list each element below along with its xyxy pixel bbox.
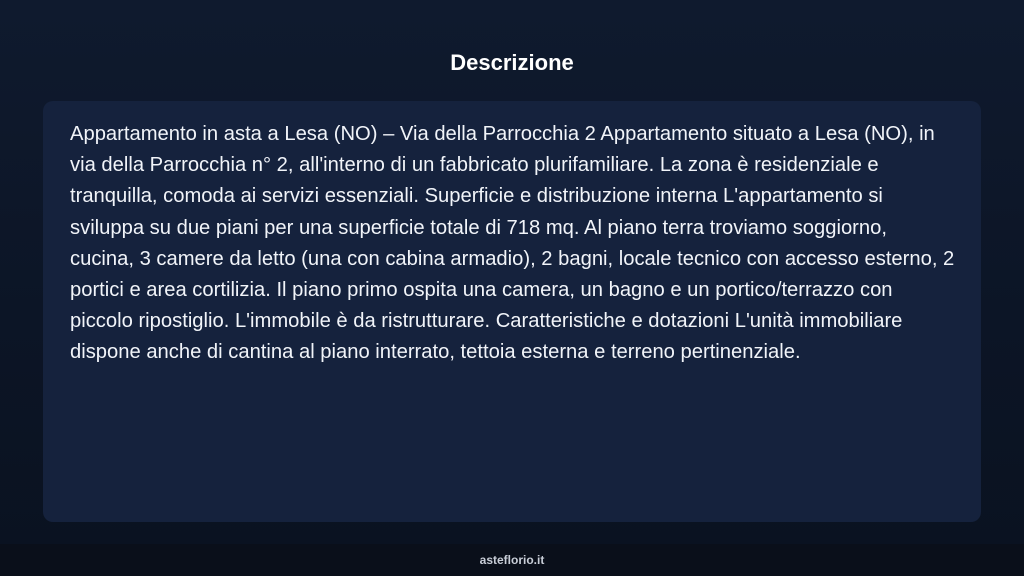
footer (0, 544, 1024, 576)
page-title: Descrizione (450, 50, 574, 75)
footer-site-label: asteflorio.it (479, 553, 545, 567)
description-card (43, 101, 981, 522)
description-text: Appartamento in asta a Lesa (NO) – Via della Parrocchia 2 Appartamento situato a Lesa (NO), in via della Parrocchia n° 2, all'interno di un fabbricato plurifamiliare. La zona è residenziale e tranquilla, comoda ai servizi essenziali. Superficie e distribuzione interna L'appartamento si sviluppa su due piani per una superficie totale di 718 mq. Al piano terra troviamo soggiorno, cucina, 3 camere da letto (una con cabina armadio), 2 bagni, locale tecnico con accesso esterno, 2 portici e area cortilizia. Il piano primo ospita una camera, un bagno e un portico/terrazzo con piccolo ripostiglio. L'immobile è da ristrutturare. Caratteristiche e dotazioni L'unità immobiliare dispone anche di cantina al piano interrato, tettoia esterna e terreno pertinenziale. (70, 123, 955, 364)
